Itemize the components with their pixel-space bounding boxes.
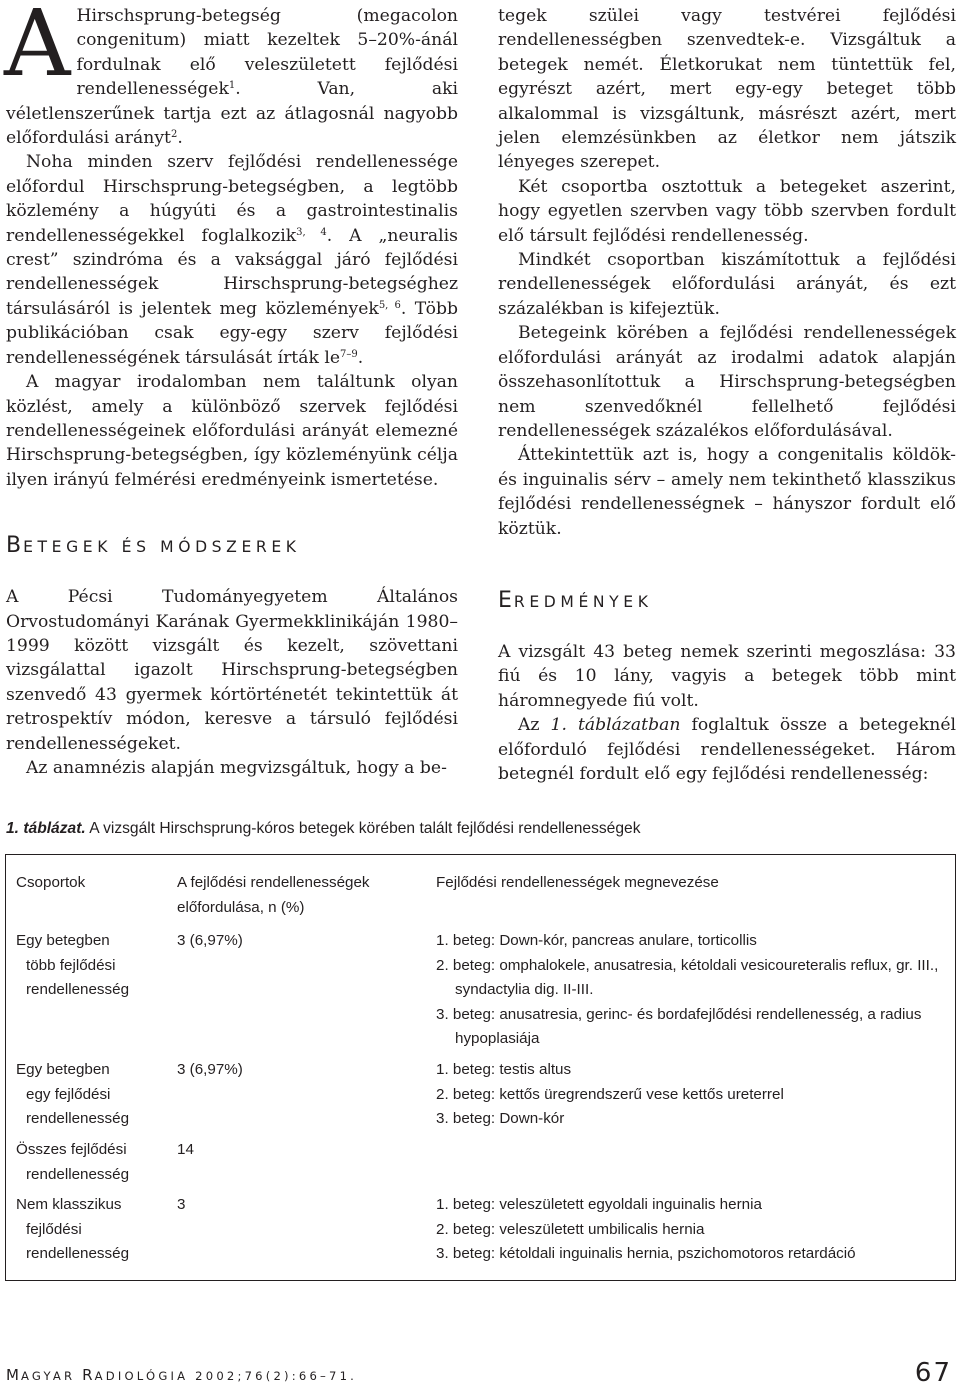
names-cell: 1. beteg: Down-kór, pancreas anulare, torticollis 2. beteg: omphalokele, anusatresia, kétoldali vesicoureteralis reflux, gr. III., syndactylia dig. II-III. 3. beteg: anusatresia, gerinc- és bordafejlődési rendellenesség, a radius hypoplasiája	[436, 932, 939, 1048]
methods-paragraph: A Pécsi Tudományegyetem Általános Orvostudományi Karának Gyermekklinikáján 1980–1999 között vizsgált és kezelt, szövettani vizsgálattal igazolt Hirschsprung-betegségben szenvedő 43 gyermek kórtörténetét tekintettük át retrospektív módon, keresve a társuló fejlődési rendellenességeket.	[6, 587, 458, 754]
methods-paragraph-2: Az anamnézis alapján megvizsgáltuk, hogy a be-	[26, 757, 447, 778]
data-table	[5, 854, 956, 1281]
page-number: 67	[914, 1358, 952, 1388]
methods-paragraph-hernia: Áttekintettük azt is, hogy a congenitalis köldök- és inguinalis sérv – amely nem tekinthető klasszikus fejlődési rendellenességnek – hányszor fordult elő köztük.	[498, 445, 956, 539]
results-paragraph-2: Az 1. táblázatban foglaltuk össze a betegeknél előforduló fejlődési rendellenességeket. Három betegnél fordult elő egy fejlődési rendellenesség:	[498, 715, 957, 784]
count-cell: 3 (6,97%)	[177, 932, 243, 949]
reference-superscript: 2	[170, 129, 178, 141]
results-paragraph: A vizsgált 43 beteg nemek szerinti megoszlása: 33 fiú és 10 lány, vagyis a betegek több mint háromnegyede fiú volt.	[498, 641, 956, 711]
count-cell: 14	[177, 1141, 194, 1158]
methods-paragraph-ratio: Mindkét csoportban kiszámítottuk a fejlődési rendellenességek előfordulási arányát, és ezt százalékban is kifejeztük.	[498, 250, 956, 319]
left-column	[4, 0, 458, 780]
group-cell: Összes fejlődési rendellenesség	[16, 1141, 130, 1183]
column-header-names: Fejlődési rendellenességek megnevezése	[436, 874, 719, 891]
section-heading-methods: BETEGEK ÉS MÓDSZEREK	[6, 533, 301, 559]
reference-superscript: 1	[228, 80, 236, 92]
section-heading-results: EREDMÉNYEK	[498, 587, 653, 613]
drop-cap: A	[4, 0, 71, 97]
reference-superscript: 7–9	[340, 348, 358, 360]
methods-paragraph-comparison: Betegeink körében a fejlődési rendellenességek előfordulási arányát az irodalmi adatok alapján összehasonlítottuk a Hirschsprung-betegségben nem szenvedőknél fellelhető fejlődési rendellenességek százalékos előfordulásával.	[498, 323, 956, 441]
names-cell: 1. beteg: testis altus 2. beteg: kettős üregrendszerű vese kettős ureterrel 3. beteg: Down-kór	[436, 1061, 784, 1128]
table-caption: 1. táblázat. A vizsgált Hirschsprung-kóros betegek körében talált fejlődési rendellenességek	[6, 820, 641, 837]
group-cell: Egy betegben egy fejlődési rendellenesség	[16, 1061, 130, 1128]
count-cell: 3	[177, 1196, 186, 1213]
methods-paragraph-groups: Két csoportba osztottuk a betegeket aszerint, hogy egyetlen szervben vagy több szervben fordult elő társult fejlődési rendellenesség.	[498, 176, 956, 246]
journal-citation: MAGYAR RADIOLÓGIA 2002;76(2):66–71.	[6, 1366, 358, 1384]
intro-paragraph: A Hirschsprung-betegség (megacolon congenitum) miatt kezeltek 5–20%-ánál fordulnak elő veleszületett fejlődési rendellenességek$^1$. Van, aki véletlenszerűnek tartja ezt az átlagosnál nagyobb előfordulási arányt$^2$.	[4, 0, 458, 149]
reference-superscript: 5, 6	[378, 299, 401, 311]
intro-paragraph-3: A magyar irodalomban nem találtunk olyan közlést, amely a különböző szervek fejlődési rendellenességeinek előfordulási arányát elemezné Hirschsprung-betegségben, így közleményünk célja ilyen irányú felmérési eredményeink ismertetése.	[6, 372, 458, 490]
count-cell: 3 (6,97%)	[177, 1061, 243, 1078]
methods-continued-paragraph: tegek szülei vagy testvérei fejlődési rendellenességben szenvedtek-e. Vizsgáltuk a betegek nemét. Életkorukat nem tüntettük fel, egyrészt azért, mert egy-egy beteget több alkalommal is vizsgáltunk, másrészt azért, mert jelen elemzésünkben az életkor nem játszik lényeges szerepet.	[498, 6, 956, 173]
column-header-occurrence: A fejlődési rendellenességek előfordulása, n (%)	[177, 874, 370, 916]
names-cell: 1. beteg: veleszületett egyoldali inguinalis hernia 2. beteg: veleszületett umbilicalis hernia 3. beteg: kétoldali inguinalis hernia, pszichomotoros retardáció	[436, 1196, 856, 1263]
group-cell: Egy betegben több fejlődési rendellenesség	[16, 932, 130, 999]
right-column	[498, 4, 956, 786]
page-footer	[6, 1358, 956, 1388]
column-header-groups: Csoportok	[16, 874, 86, 891]
reference-superscript: 3, 4	[296, 226, 327, 238]
group-cell: Nem klasszikus fejlődési rendellenesség	[16, 1196, 130, 1263]
intro-paragraph-2: Noha minden szerv fejlődési rendellenessége előfordul Hirschsprung-betegségben, a legtöbb közlemény a húgyúti és a gastrointestinalis rendellenességekkel foglalkozik$^{3, 4}$. A „neuralis crest” szindróma és a vaksággal járó fejlődési rendellenességek Hirschsprung-betegséghez társulásáról is jelentek meg közlemények$^{5, 6}$. Több publikációban csak egy-egy szerv fejlődési rendellenességének társulását írták $le^{7-9}$.	[6, 152, 458, 368]
